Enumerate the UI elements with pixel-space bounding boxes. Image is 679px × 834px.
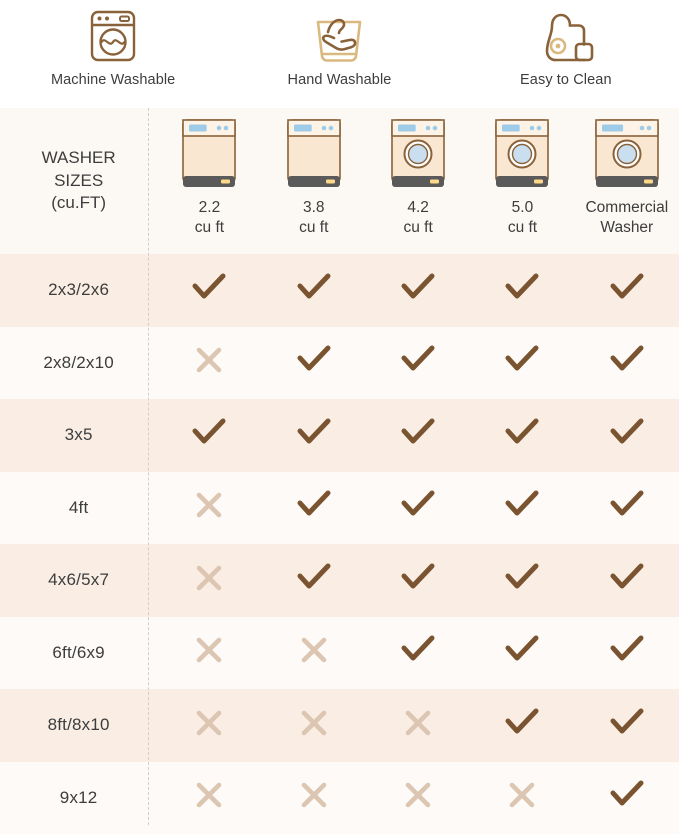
check-icon bbox=[610, 273, 644, 303]
cell-incompatible bbox=[366, 762, 470, 834]
table-row bbox=[0, 399, 679, 472]
column-header-label bbox=[508, 198, 537, 238]
cell-incompatible bbox=[262, 689, 366, 762]
check-icon bbox=[192, 273, 226, 303]
row-label-cell bbox=[0, 327, 157, 400]
cell-incompatible bbox=[366, 689, 470, 762]
column-header-1 bbox=[262, 108, 366, 254]
compatibility-table bbox=[0, 108, 679, 834]
cross-icon bbox=[195, 781, 223, 809]
row-label: 9x12 bbox=[0, 788, 157, 808]
cell-compatible bbox=[470, 544, 574, 617]
row-label: 8ft/8x10 bbox=[0, 715, 157, 735]
cell-incompatible bbox=[157, 327, 261, 400]
check-icon bbox=[610, 345, 644, 375]
check-icon bbox=[505, 635, 539, 665]
cross-icon bbox=[404, 781, 432, 809]
washer-sizes-title-line: SIZES bbox=[54, 170, 103, 193]
column-header-label-line: cu ft bbox=[195, 218, 224, 238]
row-label-cell bbox=[0, 254, 157, 327]
column-header-label-line: 3.8 bbox=[299, 198, 328, 218]
check-icon bbox=[505, 418, 539, 448]
check-icon bbox=[610, 708, 644, 738]
cell-compatible bbox=[470, 399, 574, 472]
row-label-cell bbox=[0, 762, 157, 834]
check-icon bbox=[505, 708, 539, 738]
cell-incompatible bbox=[157, 544, 261, 617]
row-label: 6ft/6x9 bbox=[0, 643, 157, 663]
table-header-title-cell bbox=[0, 108, 157, 254]
cell-compatible bbox=[575, 762, 679, 834]
care-item-hand-washable bbox=[226, 0, 452, 108]
column-header-label-line: Washer bbox=[585, 218, 668, 238]
cell-compatible bbox=[470, 689, 574, 762]
cross-icon bbox=[195, 346, 223, 374]
cell-compatible bbox=[366, 399, 470, 472]
hand-washable-icon bbox=[304, 6, 374, 68]
care-label: Easy to Clean bbox=[520, 72, 612, 88]
cell-compatible bbox=[366, 617, 470, 690]
column-header-label bbox=[585, 198, 668, 238]
cross-icon bbox=[195, 564, 223, 592]
care-item-easy-to-clean bbox=[453, 0, 679, 108]
cell-compatible bbox=[157, 399, 261, 472]
check-icon bbox=[401, 418, 435, 448]
row-label: 4ft bbox=[0, 498, 157, 518]
check-icon bbox=[610, 635, 644, 665]
check-icon bbox=[401, 490, 435, 520]
check-icon bbox=[297, 490, 331, 520]
machine-washable-icon bbox=[82, 6, 144, 68]
cell-compatible bbox=[470, 617, 574, 690]
cell-compatible bbox=[366, 254, 470, 327]
cell-compatible bbox=[366, 327, 470, 400]
row-label: 4x6/5x7 bbox=[0, 570, 157, 590]
cell-compatible bbox=[262, 472, 366, 545]
column-header-label-line: cu ft bbox=[508, 218, 537, 238]
table-row bbox=[0, 617, 679, 690]
washer-sizes-title-line: WASHER bbox=[42, 147, 116, 170]
cell-incompatible bbox=[262, 617, 366, 690]
cell-compatible bbox=[470, 254, 574, 327]
cell-compatible bbox=[575, 544, 679, 617]
cell-compatible bbox=[262, 399, 366, 472]
cross-icon bbox=[195, 491, 223, 519]
washing-machine-icon bbox=[387, 116, 449, 196]
table-row bbox=[0, 544, 679, 617]
washing-machine-icon bbox=[283, 116, 345, 196]
cross-icon bbox=[300, 636, 328, 664]
cell-compatible bbox=[575, 399, 679, 472]
column-header-label-line: cu ft bbox=[299, 218, 328, 238]
check-icon bbox=[610, 780, 644, 810]
check-icon bbox=[401, 345, 435, 375]
check-icon bbox=[192, 418, 226, 448]
column-header-2 bbox=[366, 108, 470, 254]
check-icon bbox=[297, 418, 331, 448]
washing-machine-icon bbox=[491, 116, 553, 196]
check-icon bbox=[401, 563, 435, 593]
check-icon bbox=[297, 563, 331, 593]
check-icon bbox=[401, 635, 435, 665]
column-header-label-line: 4.2 bbox=[403, 198, 432, 218]
table-row bbox=[0, 327, 679, 400]
check-icon bbox=[505, 273, 539, 303]
column-header-label bbox=[299, 198, 328, 238]
cell-compatible bbox=[262, 327, 366, 400]
column-header-label-line: Commercial bbox=[585, 198, 668, 218]
table-row bbox=[0, 762, 679, 834]
check-icon bbox=[505, 563, 539, 593]
check-icon bbox=[610, 418, 644, 448]
check-icon bbox=[505, 345, 539, 375]
cell-incompatible bbox=[157, 617, 261, 690]
table-row bbox=[0, 472, 679, 545]
cell-compatible bbox=[575, 617, 679, 690]
row-label: 2x8/2x10 bbox=[0, 353, 157, 373]
check-icon bbox=[401, 273, 435, 303]
check-icon bbox=[610, 490, 644, 520]
cell-compatible bbox=[366, 544, 470, 617]
care-instructions-strip bbox=[0, 0, 679, 108]
cell-compatible bbox=[366, 472, 470, 545]
row-label-cell bbox=[0, 689, 157, 762]
column-header-3 bbox=[470, 108, 574, 254]
column-header-label-line: cu ft bbox=[403, 218, 432, 238]
row-label-cell bbox=[0, 617, 157, 690]
washer-sizes-title bbox=[0, 108, 157, 254]
cell-incompatible bbox=[470, 762, 574, 834]
cell-compatible bbox=[575, 689, 679, 762]
table-header-row bbox=[0, 108, 679, 254]
care-label: Hand Washable bbox=[288, 72, 392, 88]
cell-compatible bbox=[575, 472, 679, 545]
cell-incompatible bbox=[157, 472, 261, 545]
column-header-0 bbox=[157, 108, 261, 254]
row-label: 3x5 bbox=[0, 425, 157, 445]
check-icon bbox=[505, 490, 539, 520]
cell-compatible bbox=[470, 472, 574, 545]
cross-icon bbox=[300, 781, 328, 809]
row-label-cell bbox=[0, 399, 157, 472]
cell-incompatible bbox=[157, 689, 261, 762]
cross-icon bbox=[508, 781, 536, 809]
check-icon bbox=[297, 273, 331, 303]
cross-icon bbox=[404, 709, 432, 737]
row-label-cell bbox=[0, 472, 157, 545]
cell-compatible bbox=[157, 254, 261, 327]
cell-compatible bbox=[262, 544, 366, 617]
easy-to-clean-icon bbox=[533, 6, 599, 68]
column-header-label bbox=[403, 198, 432, 238]
cross-icon bbox=[195, 636, 223, 664]
column-header-4 bbox=[575, 108, 679, 254]
cross-icon bbox=[195, 709, 223, 737]
cell-incompatible bbox=[262, 762, 366, 834]
row-label-cell bbox=[0, 544, 157, 617]
column-divider bbox=[148, 108, 149, 825]
cell-compatible bbox=[470, 327, 574, 400]
washer-sizes-title-line: (cu.FT) bbox=[51, 192, 106, 215]
column-header-label-line: 2.2 bbox=[195, 198, 224, 218]
washing-machine-icon bbox=[590, 116, 664, 196]
table-row bbox=[0, 689, 679, 762]
column-header-label-line: 5.0 bbox=[508, 198, 537, 218]
cross-icon bbox=[300, 709, 328, 737]
row-label: 2x3/2x6 bbox=[0, 280, 157, 300]
column-header-label bbox=[195, 198, 224, 238]
check-icon bbox=[610, 563, 644, 593]
cell-incompatible bbox=[157, 762, 261, 834]
care-label: Machine Washable bbox=[51, 72, 175, 88]
check-icon bbox=[297, 345, 331, 375]
washing-machine-icon bbox=[178, 116, 240, 196]
cell-compatible bbox=[575, 254, 679, 327]
cell-compatible bbox=[575, 327, 679, 400]
care-item-machine-washable bbox=[0, 0, 226, 108]
cell-compatible bbox=[262, 254, 366, 327]
table-row bbox=[0, 254, 679, 327]
